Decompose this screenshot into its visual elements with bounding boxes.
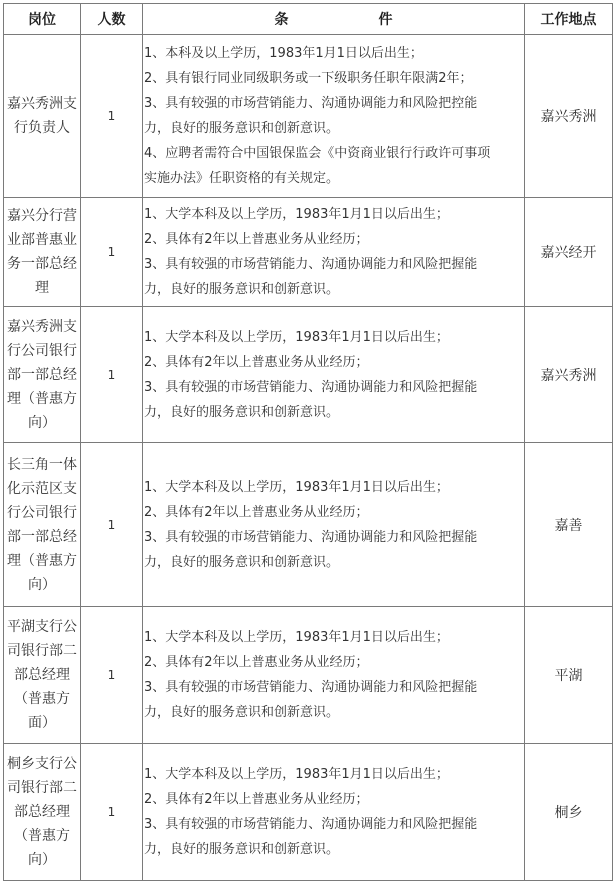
table-row [4,443,613,607]
condition-line: 1、大学本科及以上学历，1983年1月1日以后出生； [144,479,449,495]
table-row [4,35,613,198]
cell-position: 嘉兴秀洲支行公司银行部一部总经理（普惠方向） [4,307,81,443]
cell-position: 桐乡支行公司银行部二部总经理（普惠方向） [4,744,81,881]
cell-conditions [143,607,525,744]
condition-line: 力，良好的服务意识和创新意识。 [144,404,340,420]
table-header-row [4,4,613,35]
condition-line: 2、具体有2年以上普惠业务从业经历； [144,504,369,520]
condition-line: 1、大学本科及以上学历，1983年1月1日以后出生； [144,767,449,782]
condition-line: 1、大学本科及以上学历，1983年1月1日以后出生； [144,630,449,645]
table-row [4,198,613,307]
recruitment-table [3,3,613,881]
cell-location: 嘉兴经开 [525,198,613,307]
cell-count: 1 [81,744,143,881]
condition-line: 力，良好的服务意识和创新意识。 [144,705,340,720]
cell-count: 1 [81,443,143,607]
header-count: 人数 [81,4,143,35]
condition-line: 3、具有较强的市场营销能力、沟通协调能力和风险把握能 [144,257,478,272]
condition-line: 2、具有银行同业同级职务或一下级职务任职年限满2年； [144,71,473,86]
cell-location: 嘉善 [525,443,613,607]
condition-line: 1、大学本科及以上学历，1983年1月1日以后出生； [144,207,449,222]
cell-count: 1 [81,35,143,198]
header-location: 工作地点 [525,4,613,35]
header-conditions-char-2: 件 [378,12,393,28]
condition-line: 4、应聘者需符合中国银保监会《中资商业银行行政许可事项 [144,146,491,161]
cell-conditions [143,307,525,443]
cell-location: 平湖 [525,607,613,744]
condition-line: 1、大学本科及以上学历，1983年1月1日以后出生； [144,329,449,345]
condition-line: 力，良好的服务意识和创新意识。 [144,282,340,297]
condition-line: 2、具体有2年以上普惠业务从业经历； [144,792,369,807]
cell-position: 嘉兴分行营业部普惠业务一部总经理 [4,198,81,307]
condition-line: 3、具有较强的市场营销能力、沟通协调能力和风险把握能 [144,680,478,695]
cell-location: 嘉兴秀洲 [525,35,613,198]
cell-location: 桐乡 [525,744,613,881]
table-row [4,307,613,443]
condition-line: 力，良好的服务意识和创新意识。 [144,121,340,136]
header-position: 岗位 [4,4,81,35]
table-row [4,607,613,744]
cell-position: 长三角一体化示范区支行公司银行部一部总经理（普惠方向） [4,443,81,607]
condition-line: 3、具有较强的市场营销能力、沟通协调能力和风险把握能 [144,529,478,545]
header-conditions [143,4,525,35]
cell-count: 1 [81,307,143,443]
condition-line: 3、具有较强的市场营销能力、沟通协调能力和风险把握能 [144,379,478,395]
condition-line: 1、本科及以上学历，1983年1月1日以后出生； [144,46,423,61]
condition-line: 2、具体有2年以上普惠业务从业经历； [144,354,369,370]
cell-conditions [143,744,525,881]
condition-line: 3、具有较强的市场营销能力、沟通协调能力和风险把控能 [144,96,478,111]
condition-line: 力，良好的服务意识和创新意识。 [144,554,340,570]
cell-conditions [143,198,525,307]
condition-line: 2、具体有2年以上普惠业务从业经历； [144,232,369,247]
cell-location: 嘉兴秀洲 [525,307,613,443]
header-conditions-char-1: 条 [274,12,289,28]
cell-conditions [143,443,525,607]
condition-line: 实施办法》任职资格的有关规定。 [144,171,340,186]
cell-count: 1 [81,607,143,744]
cell-conditions [143,35,525,198]
condition-line: 力，良好的服务意识和创新意识。 [144,842,340,857]
condition-line: 3、具有较强的市场营销能力、沟通协调能力和风险把握能 [144,817,478,832]
cell-position: 平湖支行公司银行部二部总经理（普惠方面） [4,607,81,744]
table-row [4,744,613,881]
cell-count: 1 [81,198,143,307]
condition-line: 2、具体有2年以上普惠业务从业经历； [144,655,369,670]
cell-position: 嘉兴秀洲支行负责人 [4,35,81,198]
